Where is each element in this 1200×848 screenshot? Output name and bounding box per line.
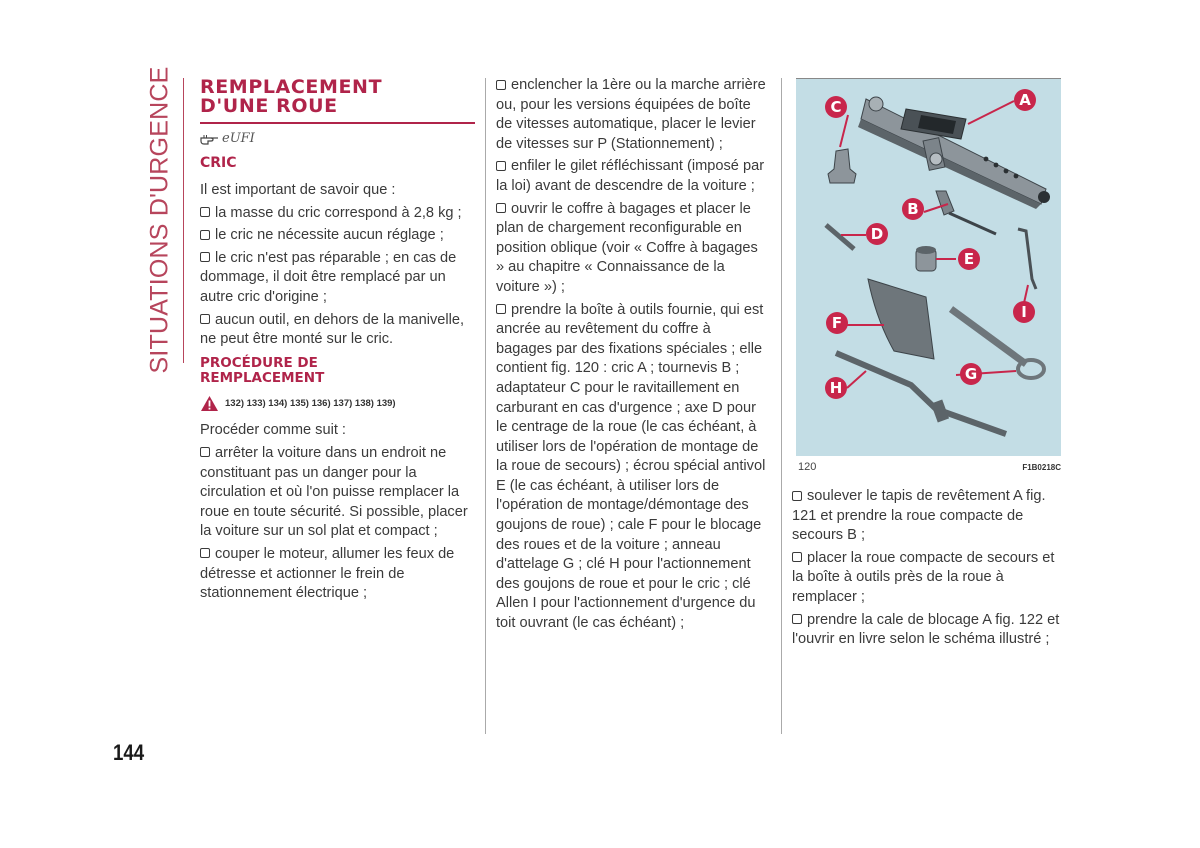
subtitle-cric: CRIC <box>200 155 237 171</box>
callout-label-H <box>825 377 847 399</box>
list-item: ouvrir le coffre à bagages et placer le plan de chargement reconfigurable en position oblique (voir « Coffre à bagages » au chapitre « Connaissance de la voiture ») ; <box>496 200 758 295</box>
pointing-hand-icon <box>200 132 220 146</box>
subtitle-procedure <box>200 356 475 386</box>
wheel-wrench-illustration <box>836 353 1006 434</box>
ecu-label: eUFI <box>222 131 255 147</box>
checkbox-bullet-icon <box>496 80 506 90</box>
callout-label-F <box>826 312 848 334</box>
list-item: la masse du cric correspond à 2,8 kg ; <box>200 204 475 224</box>
section-title <box>200 78 475 124</box>
toolkit-figure <box>796 79 1061 456</box>
checkbox-bullet-icon <box>200 548 210 558</box>
callout-label-A <box>1014 89 1036 111</box>
list-item: le cric ne nécessite aucun réglage ; <box>200 226 475 246</box>
list-item: soulever le tapis de revêtement A fig. 121 et prendre la roue compacte de secours B ; <box>792 488 1046 544</box>
warning-refs-text: 132) 133) 134) 135) 136) 137) 138) 139) <box>225 397 396 409</box>
callout-label-E <box>958 248 980 270</box>
checkbox-bullet-icon <box>200 314 210 324</box>
checkbox-bullet-icon <box>200 207 210 217</box>
page-number: 144 <box>113 740 145 765</box>
svg-text:B: B <box>907 200 919 218</box>
checkbox-bullet-icon <box>496 203 506 213</box>
allen-key-illustration <box>1018 229 1036 289</box>
chapter-side-title-text: SITUATIONS D'URGENCE <box>145 66 174 374</box>
svg-text:I: I <box>1021 303 1027 321</box>
warning-references <box>200 394 475 414</box>
checkbox-bullet-icon <box>792 614 802 624</box>
callout-label-C <box>825 96 847 118</box>
figure-caption <box>798 461 1061 477</box>
checkbox-bullet-icon <box>496 304 506 314</box>
warning-triangle-icon <box>200 395 219 412</box>
svg-text:D: D <box>870 225 884 243</box>
list-item: le cric n'est pas réparable ; en cas de dommage, il doit être remplacé par un autre cric d'origine ; <box>200 249 457 305</box>
antitheft-nut-illustration <box>916 246 936 271</box>
list-item: couper le moteur, allumer les feux de détresse et actionner le frein de stationnement électrique ; <box>200 545 455 602</box>
column-1 <box>200 78 475 607</box>
section-title-line2: D'UNE ROUE <box>200 95 338 117</box>
callout-label-G <box>960 363 982 385</box>
column-divider <box>485 78 486 734</box>
chapter-side-rule <box>183 78 184 363</box>
wheel-chock-illustration <box>868 279 934 359</box>
checkbox-bullet-icon <box>200 447 210 457</box>
svg-text:C: C <box>830 98 842 116</box>
svg-text:E: E <box>963 250 975 268</box>
checkbox-bullet-icon <box>792 491 802 501</box>
subtitle-procedure-line2: REMPLACEMENT <box>200 369 325 386</box>
column-3 <box>792 487 1064 653</box>
checkbox-bullet-icon <box>792 552 802 562</box>
centering-pin-illustration <box>826 225 854 249</box>
svg-text:F: F <box>831 314 843 332</box>
list-item: prendre la cale de blocage A fig. 122 et l'ouvrir en livre selon le schéma illustré ; <box>792 611 1060 648</box>
adapter-illustration <box>828 149 856 183</box>
subtitle-procedure-line1: PROCÉDURE DE <box>200 354 318 371</box>
list-item: prendre la boîte à outils fournie, qui est ancrée au revêtement du coffre à bagages par des fixations spéciales ; elle contient fig. 120 : cric A ; tournevis B ; adaptateur C pour le ravitaillement en carburant en cas d'urgence ; axe D pour le centrage de la roue (le cas échéant, à utiliser lors de l'opération de montage de la roue de secours) ; écrou spécial antivol E (le cas échéant, à utiliser lors de l'opération de montage/démontage des goujons de roue) ; cale F pour le blocage des roues et de la voiture ; anneau d'attelage G ; clé H pour l'actionnement des goujons de roue et pour le cric ; clé Allen I pour l'actionnement d'urgence du toit ouvrant (le cas échéant) ; <box>496 301 766 632</box>
screwdriver-illustration <box>936 191 996 234</box>
procedure-intro: Procéder comme suit : <box>200 422 346 439</box>
section-title-line1: REMPLACEMENT <box>200 76 383 98</box>
chapter-side-title <box>138 66 182 374</box>
column-divider <box>781 78 782 734</box>
list-item: enclencher la 1ère ou la marche arrière ou, pour les versions équipées de boîte de vitesses automatique, placer le levier de vitesses sur P (Stationnement) ; <box>496 77 766 152</box>
checkbox-bullet-icon <box>200 230 210 240</box>
checkbox-bullet-icon <box>496 161 506 171</box>
intro-text: Il est important de savoir que : <box>200 182 396 198</box>
svg-text:A: A <box>1019 91 1031 109</box>
callout-label-I <box>1013 301 1035 323</box>
callout-label-B <box>902 198 924 220</box>
list-item: enfiler le gilet réfléchissant (imposé par la loi) avant de descendre de la voiture ; <box>496 158 765 194</box>
figure-code: F1B0218C <box>1022 463 1061 472</box>
list-item: placer la roue compacte de secours et la boîte à outils près de la roue à remplacer ; <box>792 549 1055 605</box>
ecu-badge <box>200 130 475 148</box>
figure-number: 120 <box>798 461 817 473</box>
list-item: arrêter la voiture dans un endroit ne constituant pas un danger pour la circulation et où l'on puisse remplacer la roue en toute sécurité. Si possible, placer la voiture sur un sol plat et compact ; <box>200 444 468 540</box>
toolkit-illustration <box>796 79 1061 456</box>
column-2 <box>496 76 768 637</box>
svg-text:H: H <box>829 379 843 397</box>
callout-label-D <box>866 223 888 245</box>
list-item: aucun outil, en dehors de la manivelle, ne peut être monté sur le cric. <box>200 311 465 348</box>
checkbox-bullet-icon <box>200 252 210 262</box>
svg-text:G: G <box>964 365 978 383</box>
jack-illustration <box>858 97 1050 209</box>
